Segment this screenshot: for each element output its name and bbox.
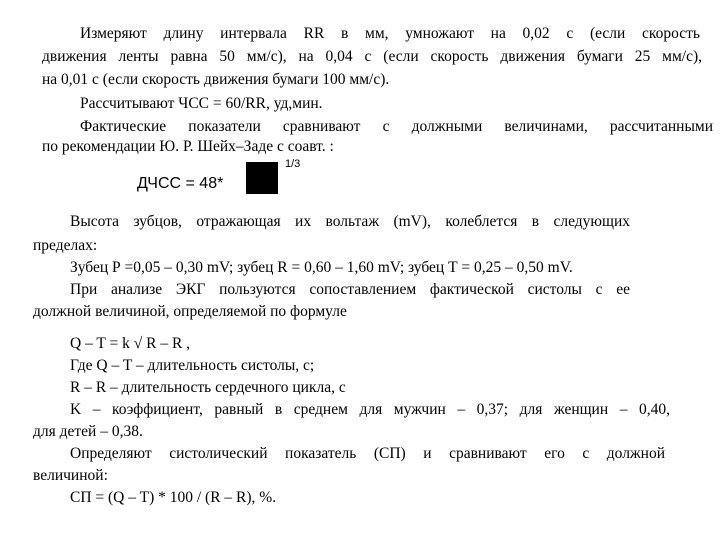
paragraph-sp-line-2: величиной: <box>33 467 108 484</box>
paragraph-systole-line-2: должной величиной, определяемой по формуле <box>33 303 347 320</box>
definition-rr: R – R – длительность сердечного цикла, с <box>70 379 346 396</box>
paragraph-rr-interval-line-2: движения ленты равна 50 мм/с), на 0,04 с (если скорость движения бумаги 25 мм/с), <box>42 48 702 65</box>
definition-qt: Где Q – T – длительность систолы, с; <box>70 357 315 374</box>
paragraph-compare-line-1: Фактические показатели сравнивают с должными величинами, рассчитанными <box>80 118 713 135</box>
paragraph-systole-line-1: При анализе ЭКГ пользуются сопоставлением фактической систолы с ее <box>70 281 630 298</box>
paragraph-voltage-line-1: Высота зубцов, отражающая их вольтаж (mV), колеблется в следующих <box>70 213 630 230</box>
formula-dchss: ДЧСС = 48* <box>137 175 224 192</box>
definition-k-line-2: для детей – 0,38. <box>33 423 143 440</box>
formula-qt: Q – T = k √ R – R , <box>70 335 191 352</box>
formula-sp: СП = (Q – T) * 100 / (R – R), %. <box>70 489 277 506</box>
paragraph-voltage-line-2: пределах: <box>33 237 98 254</box>
definition-k-line-1: K – коэффициент, равный в среднем для мужчин – 0,37; для женщин – 0,40, <box>70 401 670 418</box>
paragraph-rr-interval-line-3: на 0,01 с (если скорость движения бумаги 100 мм/с). <box>42 71 390 88</box>
paragraph-wave-values: Зубец Р =0,05 – 0,30 mV; зубец R = 0,60 – 1,60 mV; зубец Т = 0,25 – 0,50 mV. <box>70 259 573 276</box>
paragraph-rr-interval-line-1: Измеряют длину интервала RR в мм, умножают на 0,02 с (если скорость <box>80 25 700 42</box>
formula-image-placeholder <box>246 162 278 194</box>
paragraph-compare-line-2: по рекомендации Ю. Р. Шейх–Заде с соавт. : <box>42 138 334 155</box>
paragraph-sp-line-1: Определяют систолический показатель (СП) и сравнивают его с должной <box>70 445 665 462</box>
formula-exponent: 1/3 <box>285 158 301 170</box>
paragraph-hr-calc: Рассчитывают ЧСС = 60/RR, уд,мин. <box>80 95 323 112</box>
